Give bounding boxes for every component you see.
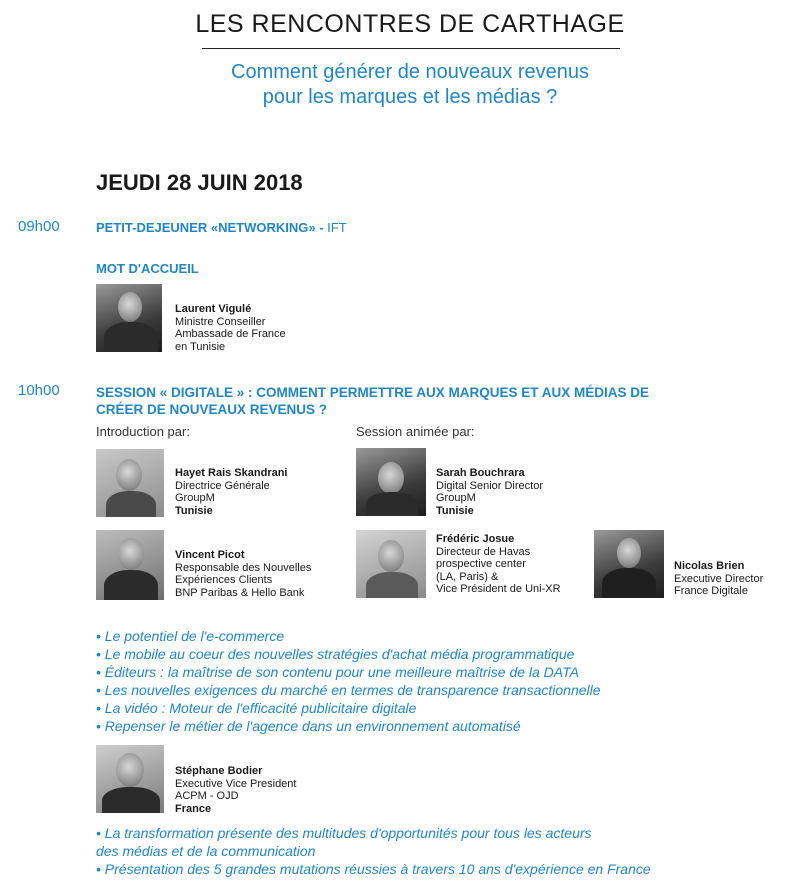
speaker-org: GroupM (175, 492, 215, 504)
topic-item: • Les nouvelles exigences du marché en termes de transparence transactionnelle (96, 682, 601, 698)
speaker-role: Directrice Générale (175, 479, 270, 492)
photo-nicolas-brien (594, 530, 664, 598)
time-slot-0900: 09h00 (18, 218, 60, 235)
speaker-name: Laurent Vigulé (175, 303, 252, 315)
speaker-org: BNP Paribas & Hello Bank (175, 586, 305, 599)
topic-item: • La vidéo : Moteur de l'efficacité publicitaire digitale (96, 700, 417, 716)
topic-item: • Le mobile au coeur des nouvelles stratégies d'achat média programmatique (96, 646, 575, 662)
speaker-stephane-bodier (175, 765, 296, 815)
speaker-role-3: (LA, Paris) & (436, 570, 499, 583)
speaker-role: Responsable des Nouvelles (175, 561, 312, 574)
speaker-org: Vice Président de Uni-XR (436, 583, 561, 595)
bodier-topics (96, 824, 651, 878)
speaker-sarah-bouchrara (436, 467, 543, 517)
speaker-org: ACPM - OJD (175, 790, 239, 802)
subtitle-line-1: Comment générer de nouveaux revenus (231, 61, 589, 83)
speaker-role: Directeur de Havas (436, 545, 531, 558)
speaker-vincent-picot (175, 549, 311, 599)
speaker-role: Executive Vice President (175, 777, 297, 790)
speaker-role-2: prospective center (436, 558, 526, 570)
host-label: Session animée par: (356, 424, 475, 439)
networking-breakfast (96, 220, 347, 235)
photo-hayet-rais-skandrani (96, 449, 164, 517)
topic-item: • Présentation des 5 grandes mutations réussies à travers 10 ans d'expérience en France (96, 861, 651, 877)
speaker-hayet-rais-skandrani (175, 467, 288, 517)
speaker-role: Executive Director (674, 572, 764, 585)
title-divider (202, 48, 620, 49)
speaker-role: Digital Senior Director (436, 479, 543, 492)
topic-item: des médias et de la communication (96, 843, 316, 859)
subtitle-line-2: pour les marques et les médias ? (262, 86, 558, 108)
speaker-country: Tunisie (436, 504, 474, 517)
event-date: JEUDI 28 JUIN 2018 (96, 170, 303, 195)
session-title-line-1: SESSION « DIGITALE » : COMMENT PERMETTRE AUX MARQUES ET AUX MÉDIAS DE (96, 385, 650, 400)
topic-item: • Repenser le métier de l'agence dans un environnement automatisé (96, 718, 521, 734)
photo-sarah-bouchrara (356, 448, 426, 516)
event-subtitle (0, 60, 800, 110)
digital-session-title (96, 384, 649, 418)
speaker-country: Tunisie (175, 504, 213, 517)
topic-item: • La transformation présente des multitudes d'opportunités pour tous les acteurs (96, 825, 592, 841)
speaker-name: Vincent Picot (175, 549, 245, 561)
welcome-title: MOT D'ACCUEIL (96, 261, 199, 276)
speaker-org: France Digitale (674, 585, 748, 597)
speaker-nicolas-brien (674, 560, 763, 598)
topic-item: • Le potentiel de l'e-commerce (96, 628, 285, 644)
networking-location: IFT (327, 220, 347, 235)
speaker-org-2: en Tunisie (175, 340, 226, 353)
speaker-name: Stéphane Bodier (175, 765, 263, 777)
topic-item: • Éditeurs : la maîtrise de son contenu pour une meilleure maîtrise de la DATA (96, 664, 579, 680)
session-topics (96, 627, 601, 735)
speaker-laurent-vigule (175, 303, 286, 353)
speaker-name: Sarah Bouchrara (436, 467, 525, 479)
photo-laurent-vigule (96, 284, 162, 352)
speaker-frederic-josue (436, 533, 561, 596)
networking-title: PETIT-DEJEUNER «NETWORKING» - (96, 220, 324, 235)
speaker-role-2: Expériences Clients (175, 574, 273, 586)
photo-stephane-bodier (96, 745, 164, 813)
photo-frederic-josue (356, 530, 426, 598)
photo-vincent-picot (96, 530, 164, 600)
speaker-org: Ambassade de France (175, 328, 286, 340)
time-slot-1000: 10h00 (18, 382, 60, 399)
speaker-name: Frédéric Josue (436, 533, 515, 545)
speaker-name: Hayet Rais Skandrani (175, 467, 288, 479)
intro-label: Introduction par: (96, 424, 190, 439)
speaker-name: Nicolas Brien (674, 560, 745, 572)
speaker-role: Ministre Conseiller (175, 315, 266, 328)
event-title: LES RENCONTRES DE CARTHAGE (195, 10, 625, 38)
speaker-org: GroupM (436, 492, 476, 504)
session-title-line-2: CRÉER DE NOUVEAUX REVENUS ? (96, 402, 328, 417)
speaker-country: France (175, 802, 212, 815)
